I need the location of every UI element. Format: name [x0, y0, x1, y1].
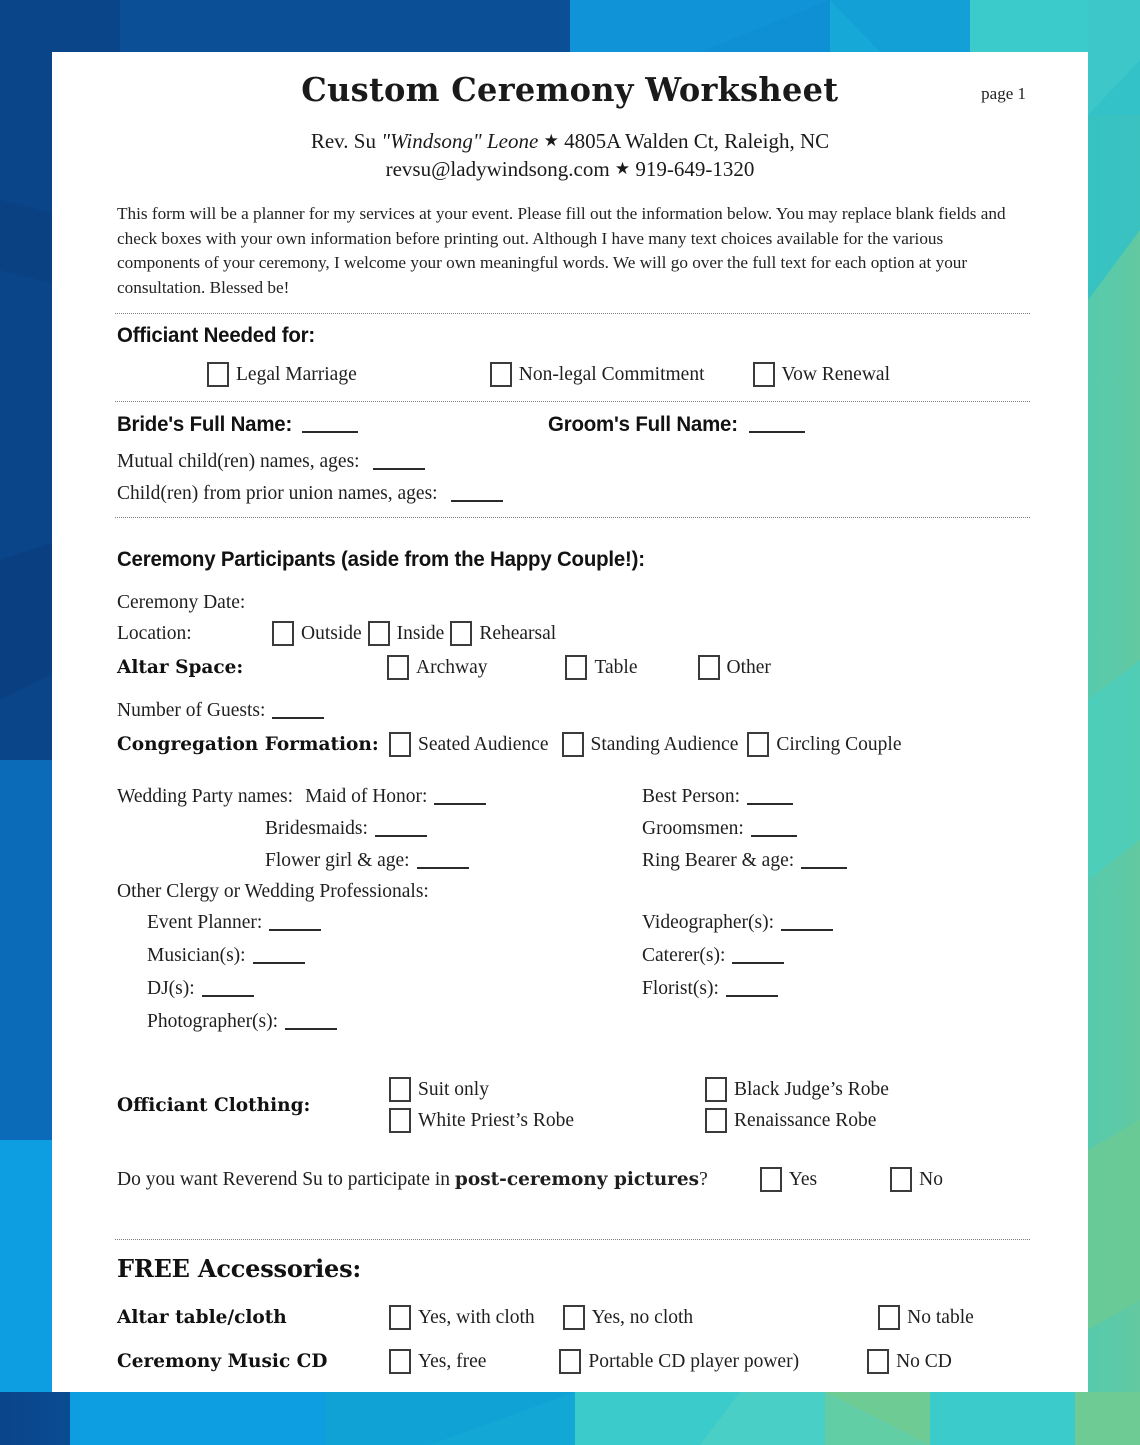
divider-2 [115, 401, 1030, 402]
checkbox-label: Circling Couple [776, 733, 902, 755]
checkbox-box-icon[interactable] [368, 621, 390, 646]
checkbox-box-icon[interactable] [705, 1077, 727, 1102]
officiant-name-prefix: Rev. Su [310, 129, 382, 153]
officiant-phone: 919-649-1320 [635, 156, 755, 181]
divider-1 [115, 313, 1030, 314]
professionals-label: Other Clergy or Wedding Professionals: [117, 881, 429, 903]
checkbox-legal-marriage[interactable] [207, 362, 357, 387]
bride-name-field[interactable] [117, 412, 358, 437]
checkbox-box-icon[interactable] [389, 732, 411, 757]
pictures-question-bold: post-ceremony pictures [454, 1168, 700, 1190]
mutual-children-blank[interactable] [373, 454, 425, 470]
bride-name-label: Bride's Full Name: [117, 412, 293, 437]
flower-girl-blank[interactable] [417, 853, 469, 869]
checkbox-label: No table [907, 1306, 974, 1328]
checkbox-box-icon[interactable] [272, 621, 294, 646]
caterers-blank[interactable] [732, 948, 784, 964]
checkbox-box-icon[interactable] [698, 655, 720, 680]
checkbox-label: Black Judge’s Robe [733, 1078, 889, 1100]
prior-children-field[interactable] [117, 483, 1030, 505]
florists-field[interactable] [642, 978, 1030, 1000]
videographers-field[interactable] [642, 912, 1030, 934]
checkbox-label: Vow Renewal [781, 363, 890, 385]
maid-of-honor-field[interactable] [117, 786, 642, 808]
dj-field[interactable] [147, 978, 642, 1000]
officiant-address: 4805A Walden Ct, Raleigh, NC [564, 129, 830, 153]
star-icon-2: ★ [614, 158, 631, 178]
checkbox-label: Non-legal Commitment [518, 363, 705, 385]
pictures-question [117, 1169, 708, 1191]
checkbox-box-icon[interactable] [878, 1305, 900, 1330]
checkbox-non-legal-commitment[interactable] [490, 362, 705, 387]
accessories-heading: FREE Accessories: [117, 1254, 362, 1284]
bridesmaids-field[interactable] [265, 818, 642, 840]
checkbox-no-cd[interactable] [867, 1349, 952, 1374]
best-person-blank[interactable] [747, 789, 793, 805]
checkbox-table[interactable] [565, 655, 637, 680]
checkbox-label: Yes, no cloth [591, 1306, 694, 1328]
event-planner-label: Event Planner: [147, 912, 263, 934]
groomsmen-blank[interactable] [751, 821, 797, 837]
photographers-blank[interactable] [285, 1014, 337, 1030]
bridesmaids-blank[interactable] [375, 821, 427, 837]
checkbox-box-icon[interactable] [387, 655, 409, 680]
groomsmen-field[interactable] [642, 818, 1030, 840]
mutual-children-label: Mutual child(ren) names, ages: [117, 451, 360, 473]
mutual-children-field[interactable] [117, 451, 1030, 473]
altar-table-label: Altar table/cloth [117, 1307, 287, 1329]
checkbox-box-icon[interactable] [389, 1349, 411, 1374]
flower-girl-label: Flower girl & age: [265, 850, 410, 872]
videographers-label: Videographer(s): [642, 912, 775, 934]
ceremony-date-label: Ceremony Date: [117, 592, 246, 614]
pictures-question-post: ? [699, 1168, 708, 1190]
checkbox-other-altar[interactable] [698, 655, 771, 680]
guests-label: Number of Guests: [117, 700, 266, 722]
divider-3 [115, 517, 1030, 518]
checkbox-rehearsal[interactable] [450, 621, 556, 646]
checkbox-yes-no-cloth[interactable] [563, 1305, 694, 1330]
checkbox-label: Archway [416, 656, 488, 678]
checkbox-label: Table [594, 656, 638, 678]
checkbox-no-table[interactable] [878, 1305, 974, 1330]
page-number: page 1 [981, 84, 1026, 103]
maid-of-honor-blank[interactable] [434, 789, 486, 805]
intro-paragraph: This form will be a planner for my services at your event. Please fill out the information below. You may replace blank fields and check boxes with your own information before printing out. Although I have many text choices available for the various components of your ceremony, I welcome your own meaningful words. We will go over the full text for each option at your consultation. Blessed be! [117, 204, 1006, 297]
clothing-heading: Officiant Clothing: [117, 1094, 311, 1116]
checkbox-outside[interactable] [272, 621, 362, 646]
bride-name-blank[interactable] [302, 417, 358, 433]
participants-heading: Ceremony Participants (aside from the Happy Couple!): [117, 547, 645, 572]
ring-bearer-field[interactable] [642, 850, 1030, 872]
caterers-label: Caterer(s): [642, 945, 726, 967]
checkbox-label: Standing Audience [590, 733, 739, 755]
guests-blank[interactable] [272, 703, 324, 719]
checkbox-label: Renaissance Robe [733, 1109, 877, 1131]
checkbox-label: Seated Audience [418, 733, 549, 755]
florists-label: Florist(s): [642, 978, 719, 1000]
worksheet-page [52, 52, 1088, 1392]
checkbox-box-icon[interactable] [753, 362, 775, 387]
checkbox-label: Portable CD player power) [588, 1350, 800, 1372]
checkbox-label: Legal Marriage [236, 363, 357, 385]
checkbox-box-icon[interactable] [760, 1167, 782, 1192]
checkbox-pictures-yes[interactable] [760, 1167, 817, 1192]
checkbox-box-icon[interactable] [705, 1108, 727, 1133]
congregation-label: Congregation Formation: [117, 734, 379, 756]
maid-of-honor-label: Maid of Honor: [305, 786, 428, 808]
pictures-question-pre: Do you want Reverend Su to participate in [117, 1168, 455, 1190]
checkbox-box-icon[interactable] [562, 732, 584, 757]
musicians-blank[interactable] [253, 948, 305, 964]
checkbox-box-icon[interactable] [389, 1305, 411, 1330]
checkbox-suit-only[interactable] [389, 1077, 574, 1102]
checkbox-standing-audience[interactable] [562, 732, 739, 757]
checkbox-box-icon[interactable] [559, 1349, 581, 1374]
checkbox-pictures-no[interactable] [890, 1167, 943, 1192]
checkbox-label: Yes, free [418, 1350, 487, 1372]
checkbox-inside[interactable] [368, 621, 445, 646]
best-person-field[interactable] [642, 786, 1030, 808]
location-label: Location: [117, 622, 192, 644]
groom-name-field[interactable] [548, 412, 805, 437]
florists-blank[interactable] [726, 981, 778, 997]
checkbox-vow-renewal[interactable] [753, 362, 891, 387]
guests-field[interactable] [117, 700, 1030, 722]
checkbox-archway[interactable] [387, 655, 487, 680]
checkbox-box-icon[interactable] [450, 621, 472, 646]
musicians-label: Musician(s): [147, 945, 246, 967]
officiant-surname: Leone [481, 129, 539, 153]
photographers-label: Photographer(s): [147, 1011, 279, 1033]
music-cd-label: Ceremony Music CD [117, 1351, 328, 1373]
checkbox-label: White Priest’s Robe [418, 1109, 574, 1131]
officiant-needed-heading: Officiant Needed for: [117, 323, 316, 348]
checkbox-seated-audience[interactable] [389, 732, 549, 757]
caterers-field[interactable] [642, 945, 1030, 967]
officiant-nickname: "Windsong" [381, 129, 482, 153]
checkbox-black-judge-robe[interactable] [705, 1077, 889, 1102]
checkbox-yes-free[interactable] [389, 1349, 486, 1374]
checkbox-renaissance-robe[interactable] [705, 1108, 889, 1133]
prior-children-label: Child(ren) from prior union names, ages: [117, 483, 438, 505]
musicians-field[interactable] [147, 945, 642, 967]
checkbox-label: Rehearsal [479, 622, 557, 644]
star-icon: ★ [543, 131, 559, 150]
bridesmaids-label: Bridesmaids: [265, 818, 368, 840]
checkbox-label: Inside [396, 622, 445, 644]
videographers-blank[interactable] [781, 915, 833, 931]
checkbox-yes-with-cloth[interactable] [389, 1305, 535, 1330]
checkbox-box-icon[interactable] [890, 1167, 912, 1192]
checkbox-label: Yes, with cloth [418, 1306, 535, 1328]
page-title: Custom Ceremony Worksheet [301, 70, 839, 109]
checkbox-white-priest-robe[interactable] [389, 1108, 574, 1133]
ring-bearer-blank[interactable] [801, 853, 847, 869]
wedding-party-intro-label: Wedding Party names: [117, 786, 294, 808]
event-planner-blank[interactable] [269, 915, 321, 931]
best-person-label: Best Person: [642, 786, 741, 808]
groom-name-label: Groom's Full Name: [548, 412, 739, 437]
checkbox-box-icon[interactable] [389, 1108, 411, 1133]
checkbox-label: Yes [788, 1168, 818, 1190]
altar-space-label: Altar Space: [117, 657, 244, 679]
checkbox-box-icon[interactable] [389, 1077, 411, 1102]
checkbox-box-icon[interactable] [867, 1349, 889, 1374]
checkbox-portable-cd-player[interactable] [559, 1349, 799, 1374]
checkbox-label: Suit only [418, 1078, 489, 1100]
checkbox-box-icon[interactable] [565, 655, 587, 680]
checkbox-box-icon[interactable] [207, 362, 229, 387]
checkbox-box-icon[interactable] [563, 1305, 585, 1330]
page-header [62, 52, 1078, 109]
event-planner-field[interactable] [147, 912, 642, 934]
checkbox-label: No [919, 1168, 943, 1190]
checkbox-box-icon[interactable] [490, 362, 512, 387]
ring-bearer-label: Ring Bearer & age: [642, 850, 795, 872]
dj-blank[interactable] [202, 981, 254, 997]
checkbox-label: Outside [301, 622, 362, 644]
contact-block [62, 128, 1078, 183]
groom-name-blank[interactable] [749, 417, 805, 433]
checkbox-label: No CD [896, 1350, 952, 1372]
checkbox-circling-couple[interactable] [747, 732, 901, 757]
dj-label: DJ(s): [147, 978, 195, 1000]
divider-4 [115, 1239, 1030, 1240]
groomsmen-label: Groomsmen: [642, 818, 744, 840]
flower-girl-field[interactable] [265, 850, 642, 872]
officiant-email: revsu@ladywindsong.com [385, 156, 610, 181]
prior-children-blank[interactable] [451, 486, 503, 502]
checkbox-label: Other [726, 656, 771, 678]
photographers-field[interactable] [147, 1011, 642, 1033]
checkbox-box-icon[interactable] [747, 732, 769, 757]
